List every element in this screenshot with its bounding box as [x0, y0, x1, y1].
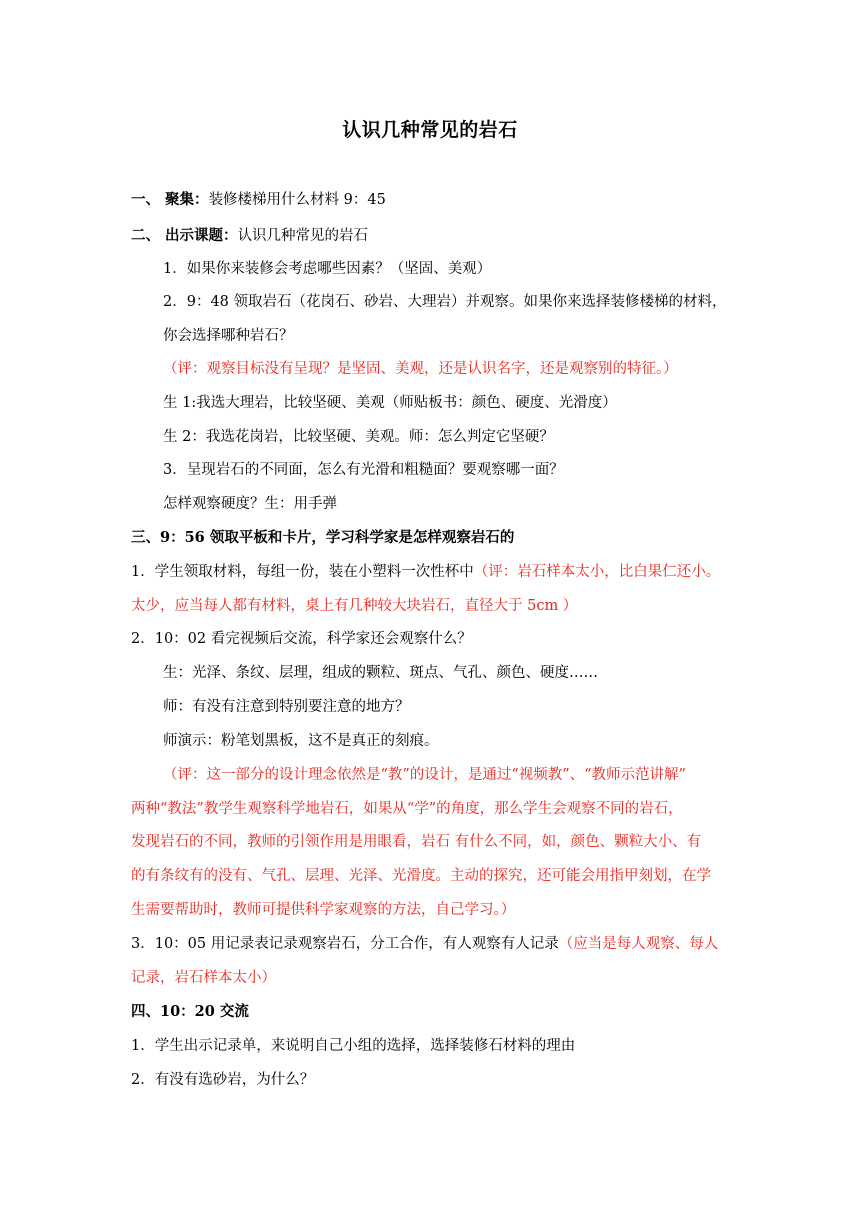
section-3-item-3-comment: （应当是每人观察、每人: [558, 936, 719, 952]
section-4-item-2: 2．有没有选砂岩，为什么？: [131, 1072, 315, 1088]
section-3-heading: 三、9：56 领取平板和卡片，学习科学家是怎样观察岩石的: [131, 529, 515, 546]
section-2-question-2-cont: 你会选择哪种岩石？: [163, 328, 294, 344]
section-3-student-answer: 生：光泽、条纹、层理，组成的颗粒、斑点、气孔、颜色、硬度……: [163, 665, 598, 681]
section-3-teacher-demo: 师演示：粉笔划黑板，这不是真正的刻痕。: [163, 733, 439, 749]
section-2-question-2: 2．9：48 领取岩石（花岗石、砂岩、大理岩）并观察。如果你来选择装修楼梯的材料，: [163, 294, 727, 310]
section-2-question-3: 3．呈现岩石的不同面，怎么有光滑和粗糙面？要观察哪一面？: [163, 462, 564, 478]
section-2-student-2: 生 2：我选花岗岩，比较坚硬、美观。师：怎么判定它坚硬？: [163, 429, 554, 445]
section-3-comment-line-2: 两种“教法”教学生观察科学地岩石，如果从“学”的角度，那么学生会观察不同的岩石，: [131, 801, 683, 817]
section-3-comment-line-3: 发现岩石的不同，教师的引领作用是用眼看，岩石 有什么不同，如，颜色、颗粒大小、有: [131, 834, 702, 850]
section-3-item-3-text: 3．10：05 用记录表记录观察岩石，分工合作，有人观察有人记录: [131, 936, 559, 952]
section-3-item-1-comment: （评：岩石样本太小，比白果仁还小。: [473, 564, 721, 580]
section-3-comment-line-1: （评：这一部分的设计理念依然是“教”的设计，是通过“视频教”、“教师示范讲解”: [163, 767, 686, 783]
document-title: 认识几种常见的岩石: [342, 119, 518, 141]
section-1-heading: 一、 聚集：: [131, 191, 209, 208]
section-3-item-1-comment-cont: 太少，应当每人都有材料，桌上有几种较大块岩石，直径大于 5cm ）: [131, 598, 578, 614]
section-1: [131, 190, 386, 210]
section-2-text: 认识几种常见的岩石: [237, 228, 369, 244]
section-4-heading: 四、10：20 交流: [131, 1003, 249, 1020]
section-3-comment-line-5: 生需要帮助时，教师可提供科学家观察的方法，自己学习。）: [131, 902, 516, 918]
section-3-item-3: [131, 934, 718, 954]
section-3-item-1: [131, 562, 720, 582]
section-1-text: 装修楼梯用什么材料 9：45: [208, 192, 386, 208]
section-4-item-1: 1．学生出示记录单，来说明自己小组的选择，选择装修石材料的理由: [131, 1038, 576, 1054]
section-2-question-1: 1．如果你来装修会考虑哪些因素？（坚固、美观）: [163, 261, 492, 277]
section-3-item-3-comment-cont: 记录，岩石样本太小）: [131, 970, 276, 986]
section-3-item-1-text: 1．学生领取材料，每组一份，装在小塑料一次性杯中: [131, 564, 474, 580]
section-2-comment: （评：观察目标没有呈现？是坚固、美观，还是认识名字，还是观察别的特征。）: [163, 361, 678, 377]
section-3-comment-line-4: 的有条纹有的没有、气孔、层理、光泽、光滑度。主动的探究，还可能会用指甲刻划，在学: [131, 868, 711, 884]
section-2: [131, 226, 368, 246]
section-2-question-3-cont: 怎样观察硬度？生：用手弹: [163, 496, 337, 512]
section-3-teacher-question: 师：有没有注意到特别要注意的地方？: [163, 699, 410, 715]
section-3-item-2: 2．10：02 看完视频后交流，科学家还会观察什么？: [131, 631, 472, 647]
section-2-student-1: 生 1:我选大理岩，比较坚硬、美观（师贴板书：颜色、硬度、光滑度）: [163, 395, 617, 411]
section-2-heading: 二、 出示课题：: [131, 227, 238, 244]
